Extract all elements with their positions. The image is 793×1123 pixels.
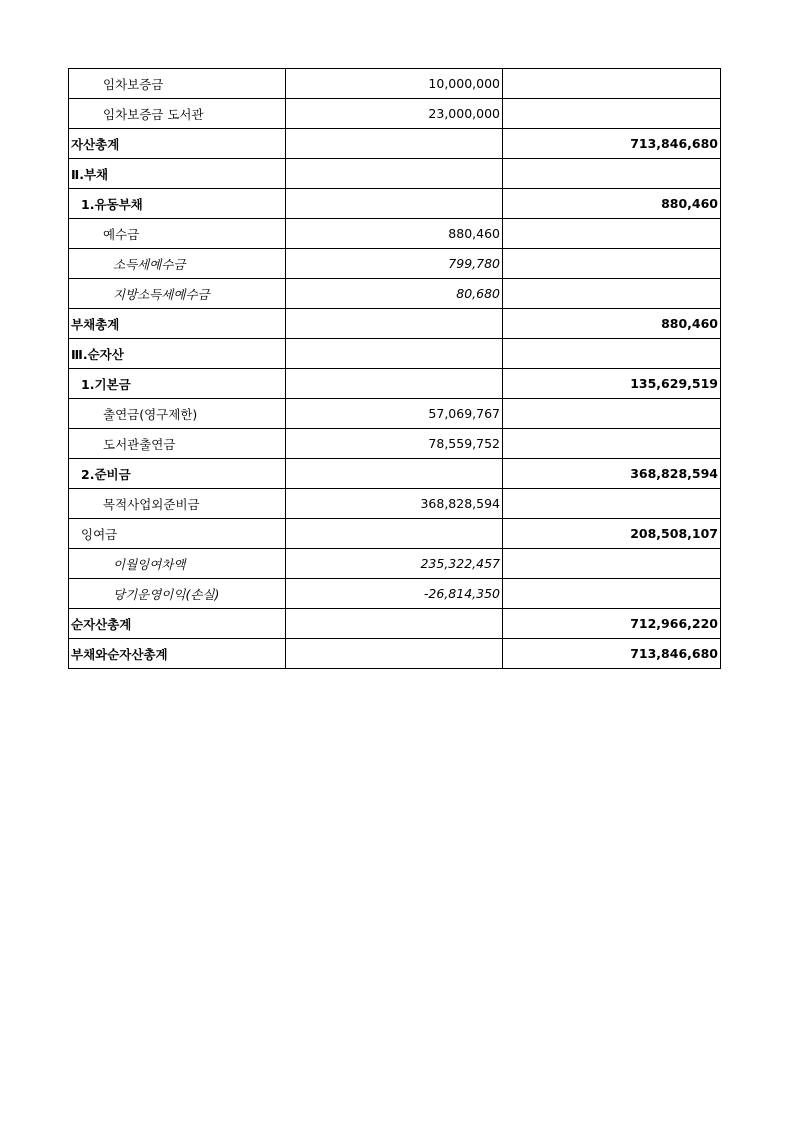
account-label: 당기운영이익(손실)	[69, 579, 286, 609]
table-row	[69, 429, 721, 459]
account-label: 자산총계	[69, 129, 286, 159]
account-label: 1.유동부채	[69, 189, 286, 219]
account-label: 잉여금	[69, 519, 286, 549]
table-row	[69, 279, 721, 309]
amount-cell	[286, 519, 503, 549]
account-label: 1.기본금	[69, 369, 286, 399]
amount-cell: -26,814,350	[286, 579, 503, 609]
account-label: Ⅱ.부채	[69, 159, 286, 189]
amount-cell: 880,460	[286, 219, 503, 249]
total-cell: 880,460	[503, 189, 721, 219]
account-label: 부채와순자산총계	[69, 639, 286, 669]
total-cell	[503, 579, 721, 609]
total-cell: 713,846,680	[503, 639, 721, 669]
amount-cell	[286, 339, 503, 369]
total-cell	[503, 549, 721, 579]
total-cell	[503, 399, 721, 429]
account-label: 출연금(영구제한)	[69, 399, 286, 429]
amount-cell: 10,000,000	[286, 69, 503, 99]
amount-cell: 368,828,594	[286, 489, 503, 519]
account-label: 2.준비금	[69, 459, 286, 489]
account-label: 임차보증금 도서관	[69, 99, 286, 129]
account-label: 도서관출연금	[69, 429, 286, 459]
amount-cell	[286, 309, 503, 339]
table-row	[69, 459, 721, 489]
account-label: 예수금	[69, 219, 286, 249]
total-cell: 368,828,594	[503, 459, 721, 489]
table-row	[69, 129, 721, 159]
total-cell	[503, 99, 721, 129]
total-cell: 208,508,107	[503, 519, 721, 549]
account-label: 순자산총계	[69, 609, 286, 639]
total-cell	[503, 279, 721, 309]
amount-cell	[286, 159, 503, 189]
amount-cell	[286, 639, 503, 669]
table-row	[69, 519, 721, 549]
total-cell	[503, 219, 721, 249]
balance-sheet-table	[68, 68, 721, 669]
table-row	[69, 489, 721, 519]
amount-cell	[286, 129, 503, 159]
account-label: 이월잉여차액	[69, 549, 286, 579]
table-row	[69, 399, 721, 429]
total-cell: 135,629,519	[503, 369, 721, 399]
amount-cell: 78,559,752	[286, 429, 503, 459]
amount-cell	[286, 609, 503, 639]
table-row	[69, 249, 721, 279]
table-row	[69, 609, 721, 639]
amount-cell	[286, 459, 503, 489]
amount-cell	[286, 189, 503, 219]
table-row	[69, 339, 721, 369]
account-label: 지방소득세예수금	[69, 279, 286, 309]
table-row	[69, 159, 721, 189]
total-cell	[503, 159, 721, 189]
table-row	[69, 189, 721, 219]
total-cell	[503, 429, 721, 459]
table-row	[69, 219, 721, 249]
table-row	[69, 549, 721, 579]
table-row	[69, 69, 721, 99]
amount-cell: 23,000,000	[286, 99, 503, 129]
amount-cell: 799,780	[286, 249, 503, 279]
account-label: 목적사업외준비금	[69, 489, 286, 519]
table-row	[69, 639, 721, 669]
total-cell: 880,460	[503, 309, 721, 339]
amount-cell: 57,069,767	[286, 399, 503, 429]
table-row	[69, 99, 721, 129]
table-row	[69, 369, 721, 399]
total-cell	[503, 339, 721, 369]
amount-cell: 80,680	[286, 279, 503, 309]
account-label: Ⅲ.순자산	[69, 339, 286, 369]
table-row	[69, 309, 721, 339]
account-label: 소득세예수금	[69, 249, 286, 279]
total-cell	[503, 489, 721, 519]
account-label: 임차보증금	[69, 69, 286, 99]
total-cell	[503, 69, 721, 99]
total-cell	[503, 249, 721, 279]
amount-cell	[286, 369, 503, 399]
total-cell: 712,966,220	[503, 609, 721, 639]
table-row	[69, 579, 721, 609]
account-label: 부채총계	[69, 309, 286, 339]
total-cell: 713,846,680	[503, 129, 721, 159]
amount-cell: 235,322,457	[286, 549, 503, 579]
